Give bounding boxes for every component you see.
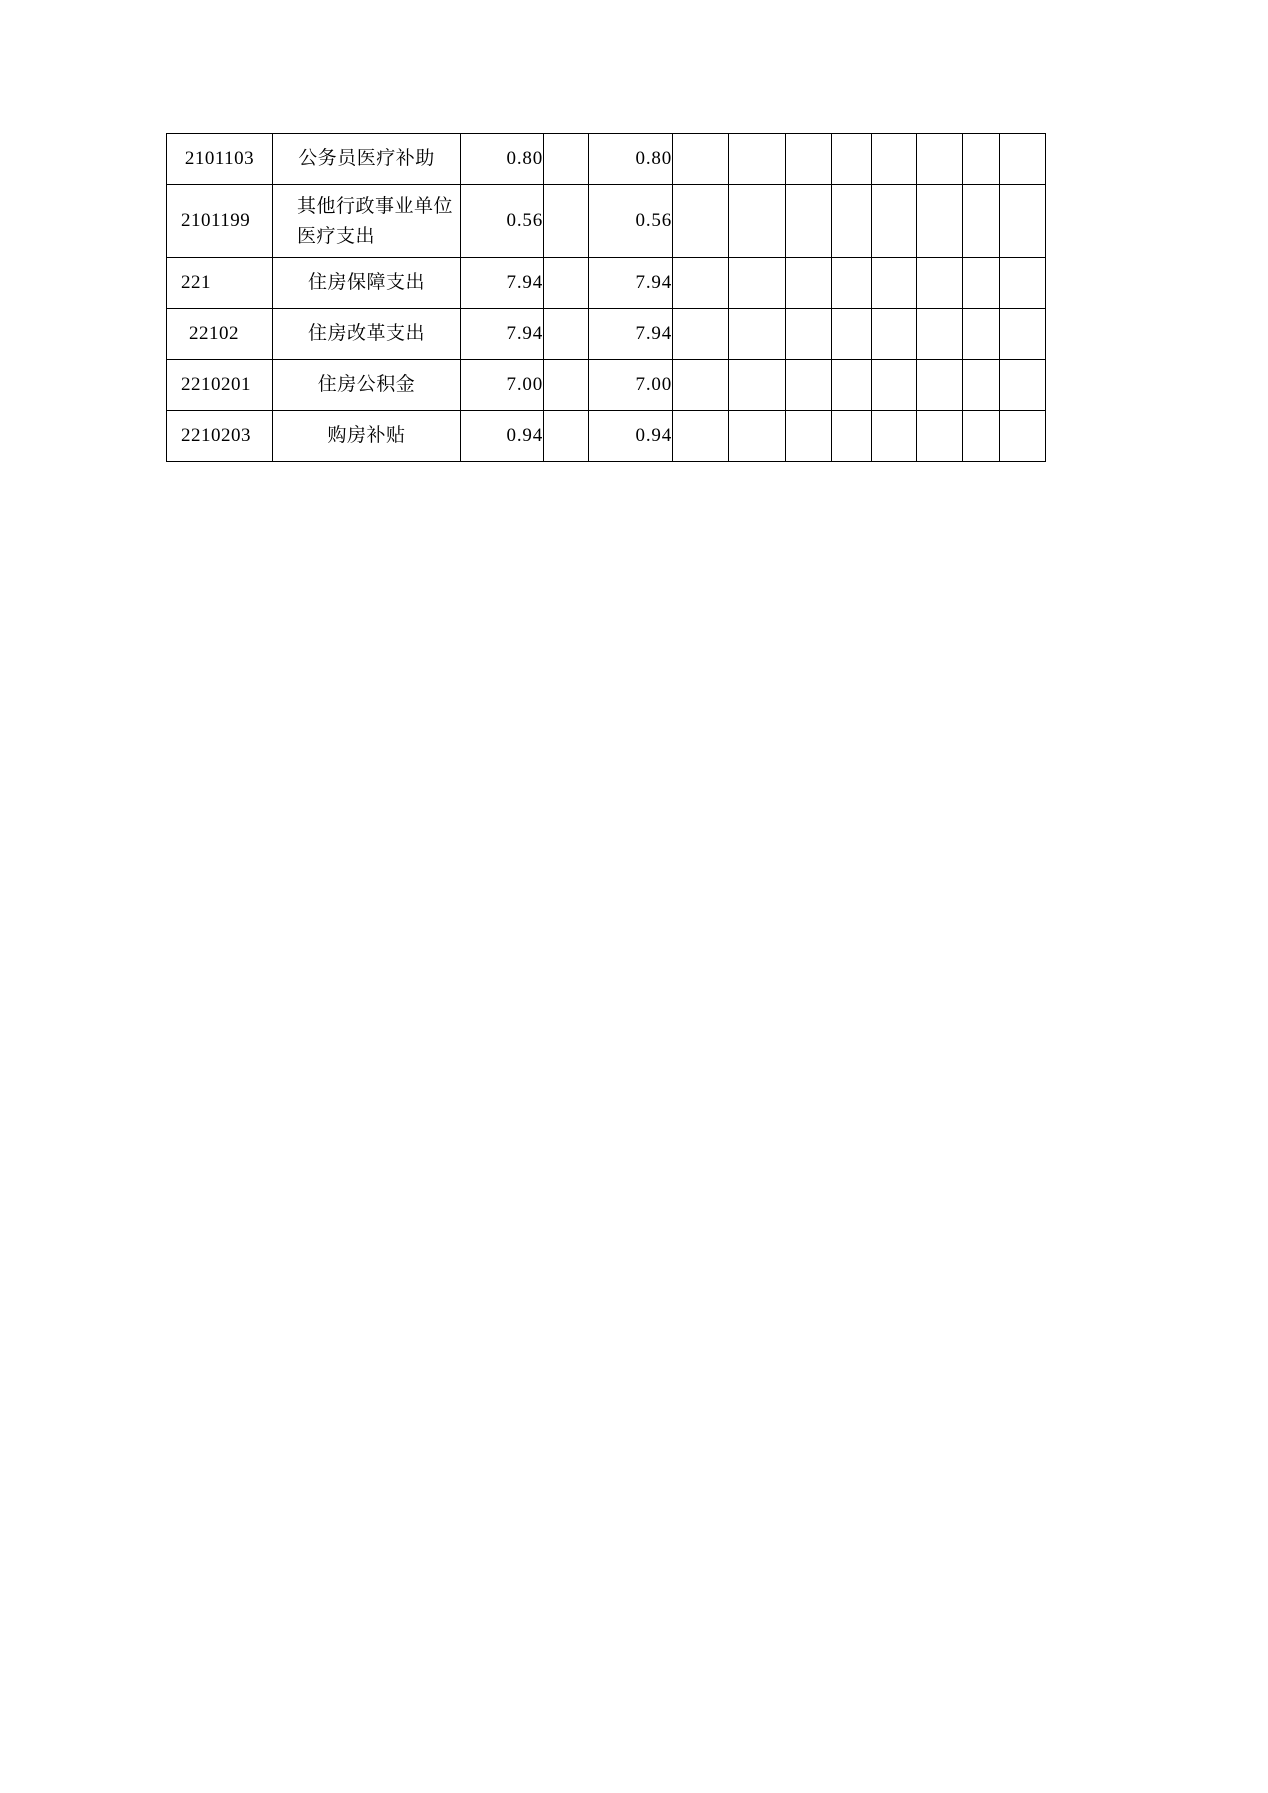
- row-amount-2: 7.94: [589, 258, 673, 309]
- row-blank-2: [673, 134, 729, 185]
- row-blank-8: [963, 185, 1000, 258]
- row-amount-1: 0.56: [461, 185, 544, 258]
- row-amount-1: 7.00: [461, 360, 544, 411]
- row-blank-9: [1000, 134, 1046, 185]
- row-blank-7: [917, 258, 963, 309]
- row-blank-5: [832, 411, 872, 462]
- row-blank-8: [963, 360, 1000, 411]
- row-blank-5: [832, 134, 872, 185]
- row-blank-3: [729, 309, 786, 360]
- row-amount-1: 7.94: [461, 258, 544, 309]
- row-amount-1: 7.94: [461, 309, 544, 360]
- row-name: 住房保障支出: [273, 258, 461, 309]
- row-blank-9: [1000, 360, 1046, 411]
- row-blank-3: [729, 258, 786, 309]
- row-blank-7: [917, 411, 963, 462]
- row-blank-6: [872, 185, 917, 258]
- row-amount-2: 0.56: [589, 185, 673, 258]
- row-name: 公务员医疗补助: [273, 134, 461, 185]
- row-blank-3: [729, 185, 786, 258]
- row-blank-6: [872, 411, 917, 462]
- row-code: 2101199: [167, 185, 273, 258]
- row-blank-6: [872, 258, 917, 309]
- row-blank-7: [917, 360, 963, 411]
- row-amount-1: 0.94: [461, 411, 544, 462]
- table-row: [167, 360, 1046, 411]
- row-blank-7: [917, 134, 963, 185]
- row-amount-2: 7.94: [589, 309, 673, 360]
- row-blank-2: [673, 258, 729, 309]
- row-blank-1: [544, 258, 589, 309]
- row-blank-2: [673, 411, 729, 462]
- row-amount-2: 0.80: [589, 134, 673, 185]
- row-blank-8: [963, 258, 1000, 309]
- row-name: 其他行政事业单位医疗支出: [273, 185, 461, 258]
- row-blank-4: [786, 360, 832, 411]
- row-blank-4: [786, 309, 832, 360]
- row-name: 住房改革支出: [273, 309, 461, 360]
- row-blank-1: [544, 360, 589, 411]
- row-blank-1: [544, 309, 589, 360]
- table-row: [167, 134, 1046, 185]
- row-blank-3: [729, 411, 786, 462]
- row-blank-3: [729, 134, 786, 185]
- row-blank-4: [786, 258, 832, 309]
- row-blank-8: [963, 134, 1000, 185]
- row-blank-7: [917, 309, 963, 360]
- row-blank-5: [832, 185, 872, 258]
- row-blank-6: [872, 134, 917, 185]
- table-row: [167, 258, 1046, 309]
- row-blank-9: [1000, 185, 1046, 258]
- row-blank-1: [544, 134, 589, 185]
- row-blank-2: [673, 360, 729, 411]
- row-code: 2210201: [167, 360, 273, 411]
- row-blank-4: [786, 411, 832, 462]
- row-blank-1: [544, 185, 589, 258]
- row-name: 住房公积金: [273, 360, 461, 411]
- budget-expenditure-table: [166, 133, 1046, 462]
- row-blank-1: [544, 411, 589, 462]
- row-code: 2210203: [167, 411, 273, 462]
- row-amount-2: 7.00: [589, 360, 673, 411]
- row-code: 2101103: [167, 134, 273, 185]
- row-blank-3: [729, 360, 786, 411]
- row-blank-2: [673, 185, 729, 258]
- row-blank-5: [832, 258, 872, 309]
- row-blank-2: [673, 309, 729, 360]
- table-row: [167, 309, 1046, 360]
- row-blank-9: [1000, 258, 1046, 309]
- row-blank-9: [1000, 309, 1046, 360]
- row-amount-1: 0.80: [461, 134, 544, 185]
- row-blank-5: [832, 360, 872, 411]
- row-blank-4: [786, 185, 832, 258]
- row-blank-4: [786, 134, 832, 185]
- row-blank-6: [872, 360, 917, 411]
- row-blank-6: [872, 309, 917, 360]
- row-blank-9: [1000, 411, 1046, 462]
- row-amount-2: 0.94: [589, 411, 673, 462]
- row-blank-8: [963, 411, 1000, 462]
- table-body: [167, 134, 1046, 462]
- row-blank-5: [832, 309, 872, 360]
- row-blank-8: [963, 309, 1000, 360]
- row-name: 购房补贴: [273, 411, 461, 462]
- row-code: 22102: [167, 309, 273, 360]
- table-row: [167, 411, 1046, 462]
- row-blank-7: [917, 185, 963, 258]
- table-row: [167, 185, 1046, 258]
- row-code: 221: [167, 258, 273, 309]
